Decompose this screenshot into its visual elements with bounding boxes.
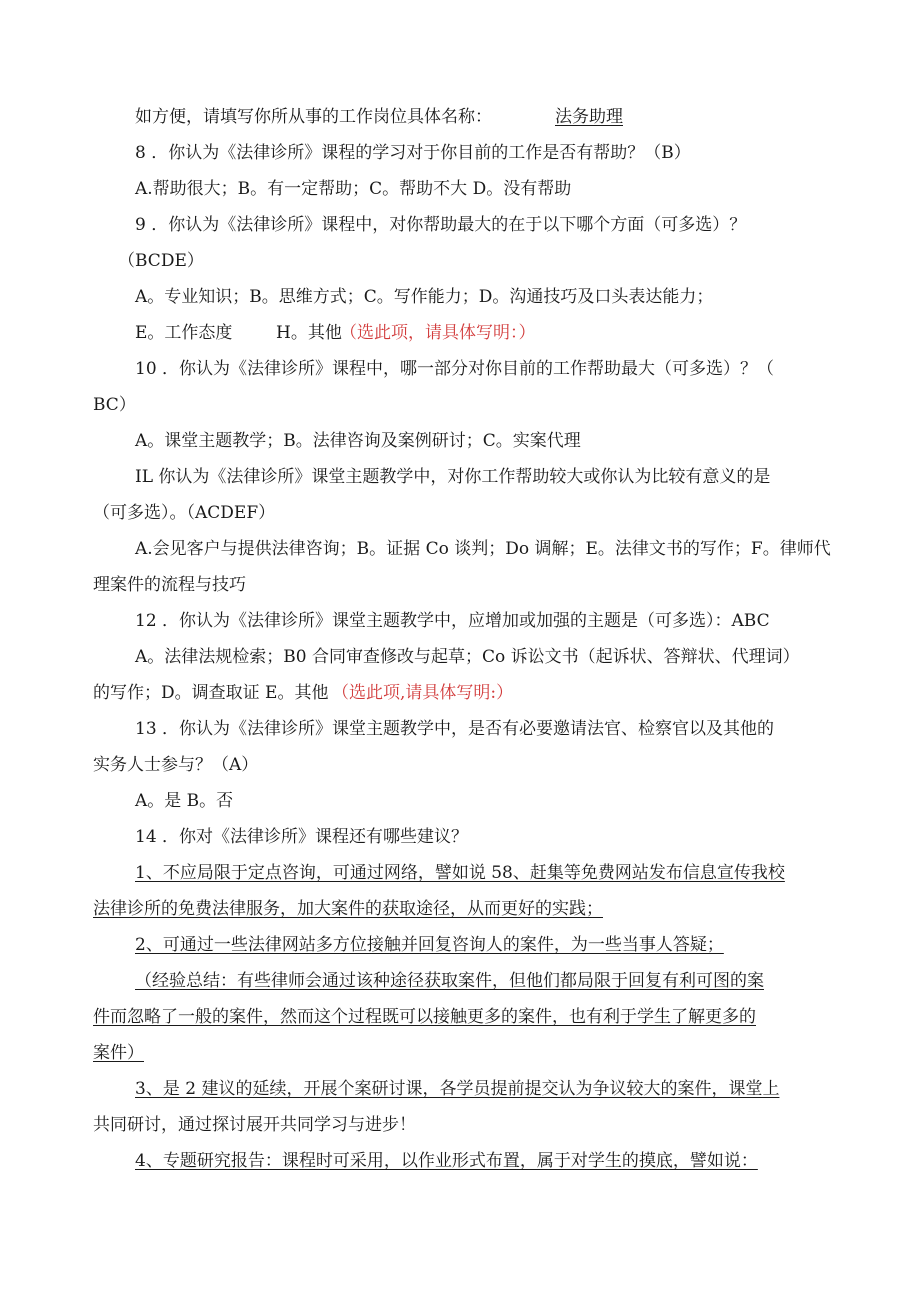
suggestion-2-note: （经验总结：有些律师会通过该种途径获取案件，但他们都局限于回复有利可图的案 (135, 971, 764, 991)
job-title-prompt: 如方便，请填写你所从事的工作岗位具体名称： (135, 107, 492, 127)
question-14: 14 ．你对《法律诊所》课程还有哪些建议？ (135, 827, 469, 847)
question-8-options: A.帮助很大；B。有一定帮助；C。帮助不大 D。没有帮助 (135, 179, 572, 199)
suggestion-3-cont: 共同研讨，通过探讨展开共同学习与进步！ (93, 1115, 416, 1135)
question-13-cont: 实务人士参与？（A） (93, 755, 259, 775)
question-12-options: A。法律法规检索；B0 合同审查修改与起草；Co 诉讼文书（起诉状、答辩状、代理词） (135, 647, 800, 667)
question-13-options: A。是 B。否 (135, 791, 234, 811)
suggestion-2-note-end: 案件） (93, 1043, 144, 1063)
job-title-answer: 法务助理 (555, 107, 623, 127)
question-12-options-cont: 的写作；D。调查取证 E。其他 (93, 683, 329, 703)
suggestion-3: 3、是 2 建议的延续，开展个案研讨课，各学员提前提交认为争议较大的案件，课堂上 (135, 1079, 780, 1099)
question-12: 12 ．你认为《法律诊所》课堂主题教学中，应增加或加强的主题是（可多选）：ABC (135, 611, 770, 631)
question-9: 9 ．你认为《法律诊所》课程中，对你帮助最大的在于以下哪个方面（可多选）？ (135, 215, 747, 235)
question-11-options: A.会见客户与提供法律咨询；B。证据 Co 谈判；Do 调解；E。法律文书的写作；F。律师代 (135, 539, 831, 559)
suggestion-2-note-cont: 件而忽略了一般的案件，然而这个过程既可以接触更多的案件，也有利于学生了解更多的 (93, 1007, 756, 1027)
question-10: 10 ．你认为《法律诊所》课程中，哪一部分对你目前的工作帮助最大（可多选）？（ (135, 359, 775, 379)
question-11-options-cont: 理案件的流程与技巧 (93, 575, 246, 595)
question-9-other-note: （选此项，请具体写明：） (340, 323, 536, 343)
question-8: 8 ．你认为《法律诊所》课程的学习对于你目前的工作是否有帮助？（B） (135, 143, 691, 163)
question-10-options: A。课堂主题教学；B。法律咨询及案例研讨；C。实案代理 (135, 431, 581, 451)
question-11: IL 你认为《法律诊所》课堂主题教学中，对你工作帮助较大或你认为比较有意义的是 (135, 467, 771, 487)
question-9-option-e: E。工作态度 (135, 323, 233, 343)
question-13: 13 ．你认为《法律诊所》课堂主题教学中，是否有必要邀请法官、检察官以及其他的 (135, 719, 775, 739)
question-10-answer: BC） (93, 395, 136, 415)
question-9-options: A。专业知识；B。思维方式；C。写作能力；D。沟通技巧及口头表达能力； (135, 287, 714, 307)
question-9-answer: （BCDE） (118, 251, 204, 271)
suggestion-1-cont: 法律诊所的免费法律服务，加大案件的获取途径，从而更好的实践； (93, 899, 603, 919)
suggestion-2: 2、可通过一些法律网站多方位接触并回复咨询人的案件，为一些当事人答疑； (135, 935, 724, 955)
suggestion-1: 1、不应局限于定点咨询，可通过网络，譬如说 58、赶集等免费网站发布信息宣传我校 (135, 863, 785, 883)
question-11-answer: （可多选）。（ACDEF） (93, 503, 276, 523)
question-12-other-note: （选此项,请具体写明:） (332, 683, 514, 703)
question-9-option-h: H。其他 (276, 323, 342, 343)
suggestion-4: 4、专题研究报告：课程时可采用，以作业形式布置，属于对学生的摸底，譬如说： (135, 1151, 758, 1171)
